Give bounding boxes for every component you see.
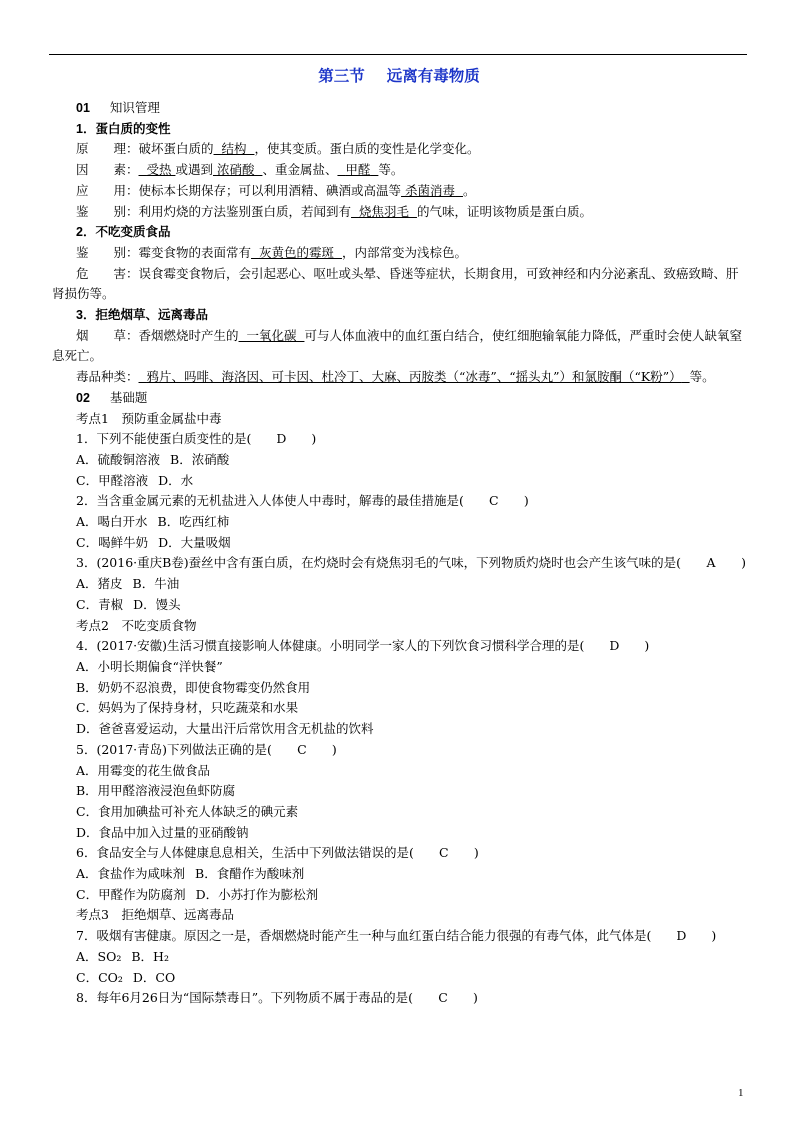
line-weihai: 危 害：误食霉变食物后，会引起恶心、呕吐或头晕、昏迷等症状，长期食用，可致神经和内分泌紊乱、致癌致畸、肝肾损伤等。 xyxy=(52,265,739,302)
kaodian-2: 考点2 不吃变质食物 xyxy=(76,617,197,633)
question-1-options-ab: A．硫酸铜溶液 B．浓硝酸 xyxy=(76,451,230,467)
line-yancao: 烟 草：香烟燃烧时产生的 一氧化碳 可与人体血液中的血红蛋白结合，使红细胞输氧能力降低，严重时会使人缺氧窒息死亡。 xyxy=(52,327,742,364)
page-number: 1 xyxy=(738,1087,744,1099)
topic-heading-2: 2．不吃变质食品 xyxy=(76,225,171,240)
question-6-options-cd: C．甲醛作为防腐剂 D．小苏打作为膨松剂 xyxy=(76,886,319,902)
page-title xyxy=(52,64,746,88)
question-7-options-cd: C．CO₂ D．CO xyxy=(76,969,176,985)
question-4-option-b: B．奶奶不忍浪费，即使食物霉变仍然食用 xyxy=(76,679,311,695)
question-4: 4．(2017·安徽)生活习惯直接影响人体健康。小明同学一家人的下列饮食习惯科学合理的是( D ) xyxy=(76,638,650,654)
line-yinsu: 因 素： 受热 或遇到 浓硝酸 、重金属盐、 甲醛 等。 xyxy=(76,162,404,178)
question-7-options-ab: A．SO₂ B．H₂ xyxy=(76,948,169,964)
question-6-options-ab: A．食盐作为咸味剂 B．食醋作为酸味剂 xyxy=(76,866,305,882)
question-5: 5．(2017·青岛)下列做法正确的是( C ) xyxy=(76,741,337,757)
line-dupin: 毒品种类： 鸦片、吗啡、海洛因、可卡因、杜冷丁、大麻、丙胺类（“冰毒”、“摇头丸”）和氯胺酮（“K粉”） 等。 xyxy=(76,369,715,385)
line-jianbie2: 鉴 别：霉变食物的表面常有 灰黄色的霉斑 ，内部常变为浅棕色。 xyxy=(76,244,467,260)
question-1-options-cd: C．甲醛溶液 D．水 xyxy=(76,472,194,488)
document-page xyxy=(52,64,746,1009)
question-4-option-c: C．妈妈为了保持身材，只吃蔬菜和水果 xyxy=(76,700,299,716)
topic-heading-1: 1．蛋白质的变性 xyxy=(76,121,171,136)
question-2-options-ab: A．喝白开水 B．吃西红柿 xyxy=(76,514,230,530)
question-2-options-cd: C．喝鲜牛奶 D．大量吸烟 xyxy=(76,534,231,550)
kaodian-3: 考点3 拒绝烟草、远离毒品 xyxy=(76,907,234,923)
question-8: 8．每年6月26日为“国际禁毒日”。下列物质不属于毒品的是( C ) xyxy=(76,990,478,1006)
question-4-option-a: A．小明长期偏食“洋快餐” xyxy=(76,658,223,674)
question-2: 2．当含重金属元素的无机盐进入人体使人中毒时，解毒的最佳措施是( C ) xyxy=(76,493,529,509)
question-5-option-c: C．食用加碘盐可补充人体缺乏的碘元素 xyxy=(76,803,299,819)
section-heading-01: 01 知识管理 xyxy=(76,100,160,115)
question-5-option-d: D．食品中加入过量的亚硝酸钠 xyxy=(76,824,249,840)
kaodian-1: 考点1 预防重金属盐中毒 xyxy=(76,410,222,426)
question-3-options-ab: A．猪皮 B．牛油 xyxy=(76,576,180,592)
title-section: 第三节 xyxy=(318,66,365,85)
question-6: 6．食品安全与人体健康息息相关，生活中下列做法错误的是( C ) xyxy=(76,845,479,861)
title-name: 远离有毒物质 xyxy=(386,66,480,85)
line-jianbie: 鉴 别：利用灼烧的方法鉴别蛋白质，若闻到有 烧焦羽毛 的气味，证明该物质是蛋白质。 xyxy=(76,203,592,219)
line-yuanli: 原 理：破坏蛋白质的 结构 ，使其变质。蛋白质的变性是化学变化。 xyxy=(76,141,480,157)
question-5-option-b: B．用甲醛溶液浸泡鱼虾防腐 xyxy=(76,783,236,799)
section-heading-02: 02 基础题 xyxy=(76,389,148,405)
question-7: 7．吸烟有害健康。原因之一是，香烟燃烧时能产生一种与血红蛋白结合能力很强的有毒气体，此气体是( D ) xyxy=(76,928,717,944)
question-1: 1．下列不能使蛋白质变性的是( D ) xyxy=(76,431,317,447)
line-yingyong: 应 用：使标本长期保存；可以利用酒精、碘酒或高温等 杀菌消毒 。 xyxy=(76,182,476,198)
topic-heading-3: 3．拒绝烟草、远离毒品 xyxy=(76,308,208,323)
question-3-options-cd: C．青椒 D．馒头 xyxy=(76,596,181,612)
question-5-option-a: A．用霉变的花生做食品 xyxy=(76,762,211,778)
question-4-option-d: D．爸爸喜爱运动，大量出汗后常饮用含无机盐的饮料 xyxy=(76,721,374,737)
question-3: 3．(2016·重庆B卷)蚕丝中含有蛋白质，在灼烧时会有烧焦羽毛的气味，下列物质灼烧时也会产生该气味的是( A ) xyxy=(76,555,746,571)
header-rule xyxy=(49,54,747,55)
